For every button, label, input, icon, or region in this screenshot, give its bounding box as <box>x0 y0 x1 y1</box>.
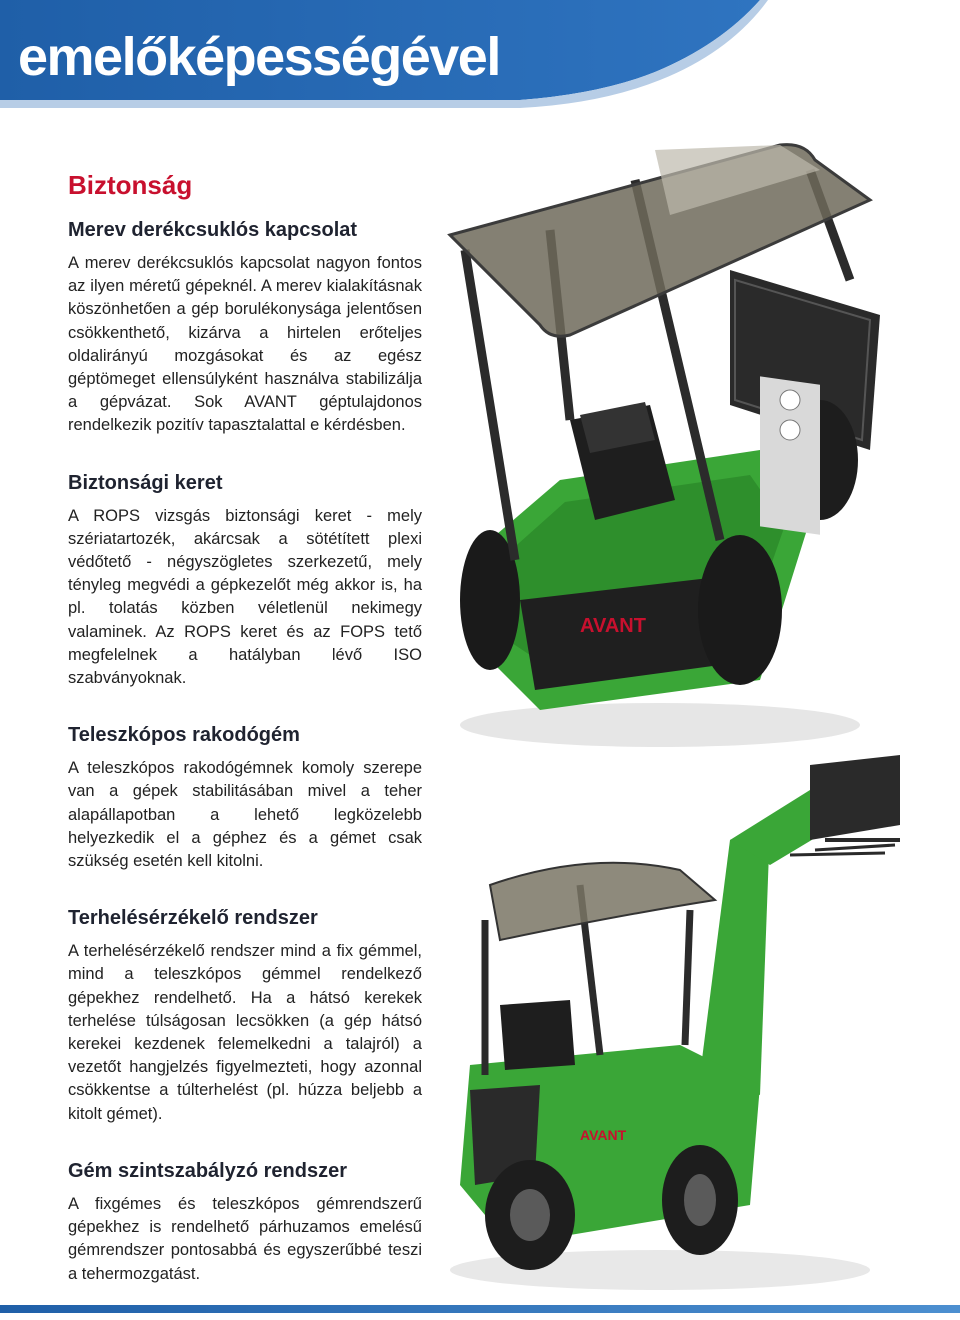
text-block <box>68 219 422 438</box>
text-block <box>68 907 422 1126</box>
block-heading: Merev derékcsuklós kapcsolat <box>68 219 358 241</box>
footer-stripe <box>0 1305 960 1313</box>
text-block <box>68 724 422 873</box>
text-block <box>68 1160 422 1286</box>
loader-cabin-illustration <box>430 120 900 760</box>
block-heading: Teleszkópos rakodógém <box>68 724 300 747</box>
block-heading: Gém szintszabályzó rendszer <box>68 1159 347 1182</box>
block-heading: Terhelésérzékelő rendszer <box>68 907 318 930</box>
section-title: Biztonság <box>68 170 193 200</box>
header-banner <box>0 0 960 120</box>
loader-cabin-photo <box>430 120 900 760</box>
text-block <box>68 472 422 691</box>
brand-logo: AVANT <box>580 1127 627 1143</box>
text-column <box>68 170 422 1320</box>
brand-logo: AVANT <box>580 615 646 637</box>
block-text: A terhelésérzékelő rendszer mind a fix gémmel, mind a teleszkópos gémmel rendelkező gépekhez rendelhető. Ha a hátsó kerekek terhelése túlságosan lecsökken (a gép hátsó kerekei kezdenek felemelkedni a talajról) a vezetőt hangjelzés figyelmezteti, hogy azonnal csökkentse a túlterhelést (pl. húzza beljebb a kitolt gémet). <box>68 942 422 1123</box>
page-title: emelőképességével <box>18 27 500 87</box>
block-text: A ROPS vizsgás biztonsági keret - mely szériatartozék, akárcsak a sötétített plexi védőtető - négyszögletes szerkezetű, mely tényleg megvédi a gépkezelőt még akkor is, ha pl. tolatás közben véletlenül nekimegy valaminek. Az ROPS keret és az FOPS tető megfelelnek a hatályban lévő ISO szabványoknak. <box>68 506 422 688</box>
block-text: A fixgémes és teleszkópos gémrendszerű gépekhez is rendelhető párhuzamos emelésű gémrendszer pontosabbá és egyszerűbbé teszi a tehermozgatást. <box>68 1194 422 1283</box>
block-heading: Biztonsági keret <box>68 471 223 494</box>
block-text: A merev derékcsuklós kapcsolat nagyon fontos az ilyen méretű gépeknél. A merev kialakításnak köszönhetően a gép borulékonysága jelentősen csökkenthető, kizárva a hirtelen erőteljes oldalirányú mozgásokat és az egész géptömeget ellensúlyként használva stabilizálja a gépvázat. Sok AVANT géptulajdonos rendelkezik pozitív tapasztalattal e kérdésben. <box>68 254 422 435</box>
block-text: A teleszkópos rakodógémnek komoly szerepe van a gépek stabilitásában mivel a teher alapállapotban a lehető legközelebb helyezkedik el a géphez és a gémet csak szükség esetén kell kitolni. <box>68 759 422 871</box>
loader-fork-photo <box>430 745 910 1300</box>
loader-fork-illustration <box>430 745 910 1300</box>
